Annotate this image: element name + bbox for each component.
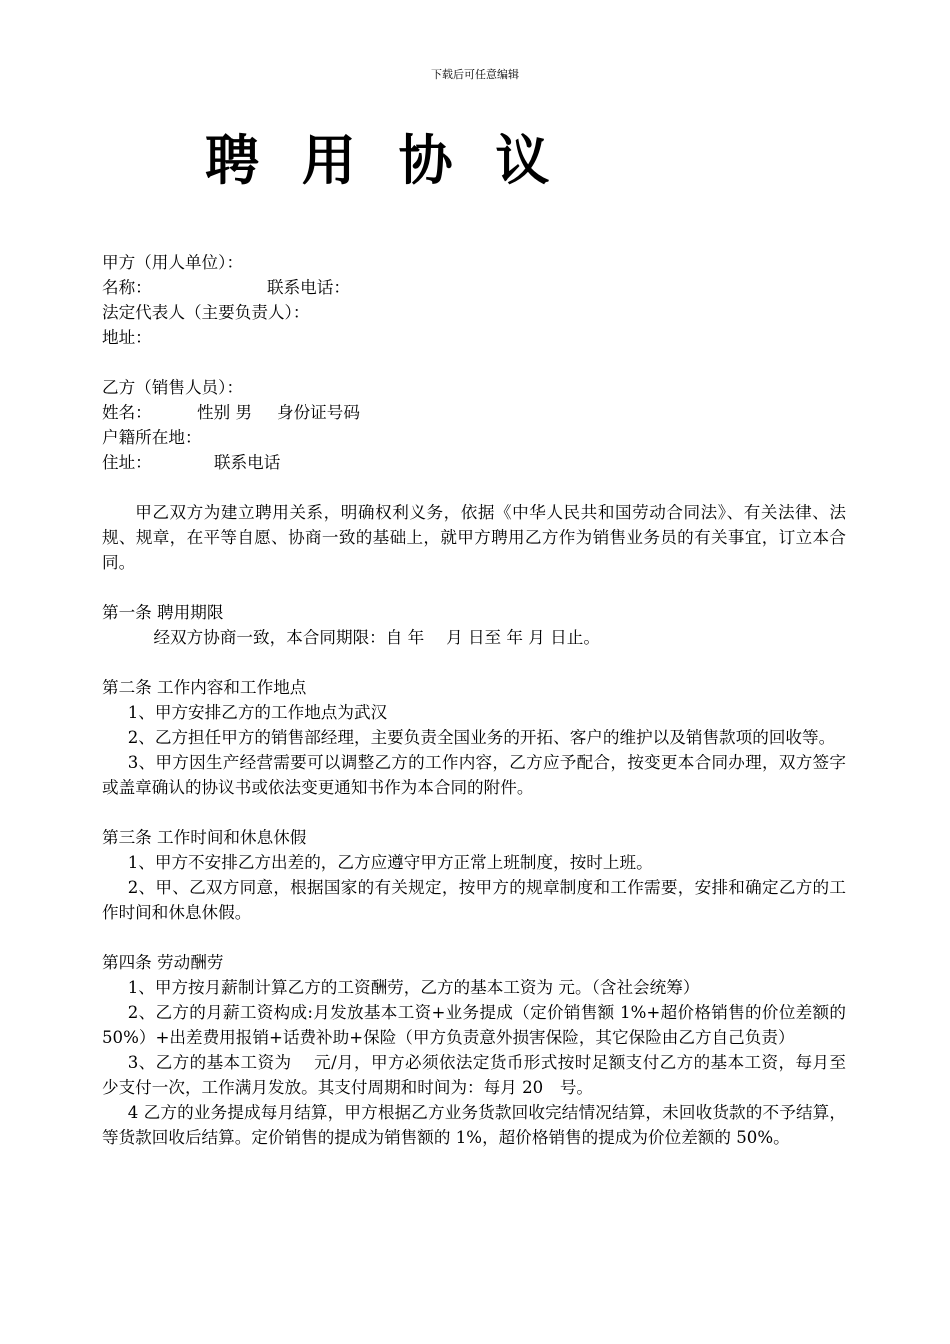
article-2-item: 2、乙方担任甲方的销售部经理，主要负责全国业务的开拓、客户的维护以及销售款项的回收等。 [127,728,836,747]
article-4-item: 1、甲方按月薪制计算乙方的工资酬劳，乙方的基本工资为 元。（含社会统筹） [127,978,700,997]
article-4-heading: 第四条 劳动酬劳 [102,953,224,972]
party-b-id-label: 身份证号码 [277,403,360,422]
document-body [102,250,846,1150]
party-b-name-label: 姓名： [102,403,152,422]
article-1-text: 经双方协商一致，本合同期限：自 年 月 日至 年 月 日止。 [153,628,600,647]
party-b-heading: 乙方（销售人员）： [102,378,244,397]
party-b-household-label: 户籍所在地： [102,428,202,447]
article-2-heading: 第二条 工作内容和工作地点 [102,678,307,697]
party-b-phone-label: 联系电话 [214,453,281,472]
article-4-item: 4 乙方的业务提成每月结算，甲方根据乙方业务货款回收完结情况结算，未回收货款的不予结算，等货款回收后结算。定价销售的提成为销售额的 1%，超价格销售的提成为价位差额的 50%。 [102,1103,846,1147]
intro-paragraph: 甲乙双方为建立聘用关系，明确权利义务，依据《中华人民共和国劳动合同法》、有关法律、法规、规章，在平等自愿、协商一致的基础上，就甲方聘用乙方作为销售业务员的有关事宜，订立本合同。 [102,503,846,572]
article-1-heading: 第一条 聘用期限 [102,603,224,622]
header-note: 下载后可任意编辑 [431,68,519,81]
party-a-phone-label: 联系电话： [267,278,350,297]
party-a-rep-label: 法定代表人（主要负责人）： [102,303,310,322]
party-b-residence-label: 住址： [102,453,152,472]
party-a-name-line [102,275,846,300]
article-2-item: 3、甲方因生产经营需要可以调整乙方的工作内容，乙方应予配合，按变更本合同办理，双方签字或盖章确认的协议书或依法变更通知书作为本合同的附件。 [102,753,846,797]
article-3-item: 2、甲、乙双方同意，根据国家的有关规定，按甲方的规章制度和工作需要，安排和确定乙方的工作时间和休息休假。 [102,878,846,922]
party-a-heading: 甲方（用人单位）： [102,253,244,272]
party-a-address-label: 地址： [102,328,152,347]
party-a-name-label: 名称： [102,278,152,297]
article-4-item: 3、乙方的基本工资为 元/月，甲方必须依法定货币形式按时足额支付乙方的基本工资，每月至少支付一次，工作满月发放。其支付周期和时间为：每月 20 号。 [102,1053,846,1097]
party-b-residence-line [102,450,846,475]
document-title: 聘 用 协 议 [205,129,562,192]
article-3-item: 1、甲方不安排乙方出差的，乙方应遵守甲方正常上班制度，按时上班。 [127,853,653,872]
article-4-item: 2、乙方的月薪工资构成:月发放基本工资+业务提成（定价销售额 1%+超价格销售的价位差额的 50%）+出差费用报销+话费补助+保险（甲方负责意外损害保险，其它保险由乙方自己负责） [102,1003,846,1047]
article-3-heading: 第三条 工作时间和休息休假 [102,828,307,847]
article-2-item: 1、甲方安排乙方的工作地点为武汉 [127,703,388,722]
party-b-gender: 性别 男 [197,403,253,422]
party-b-name-line [102,400,846,425]
